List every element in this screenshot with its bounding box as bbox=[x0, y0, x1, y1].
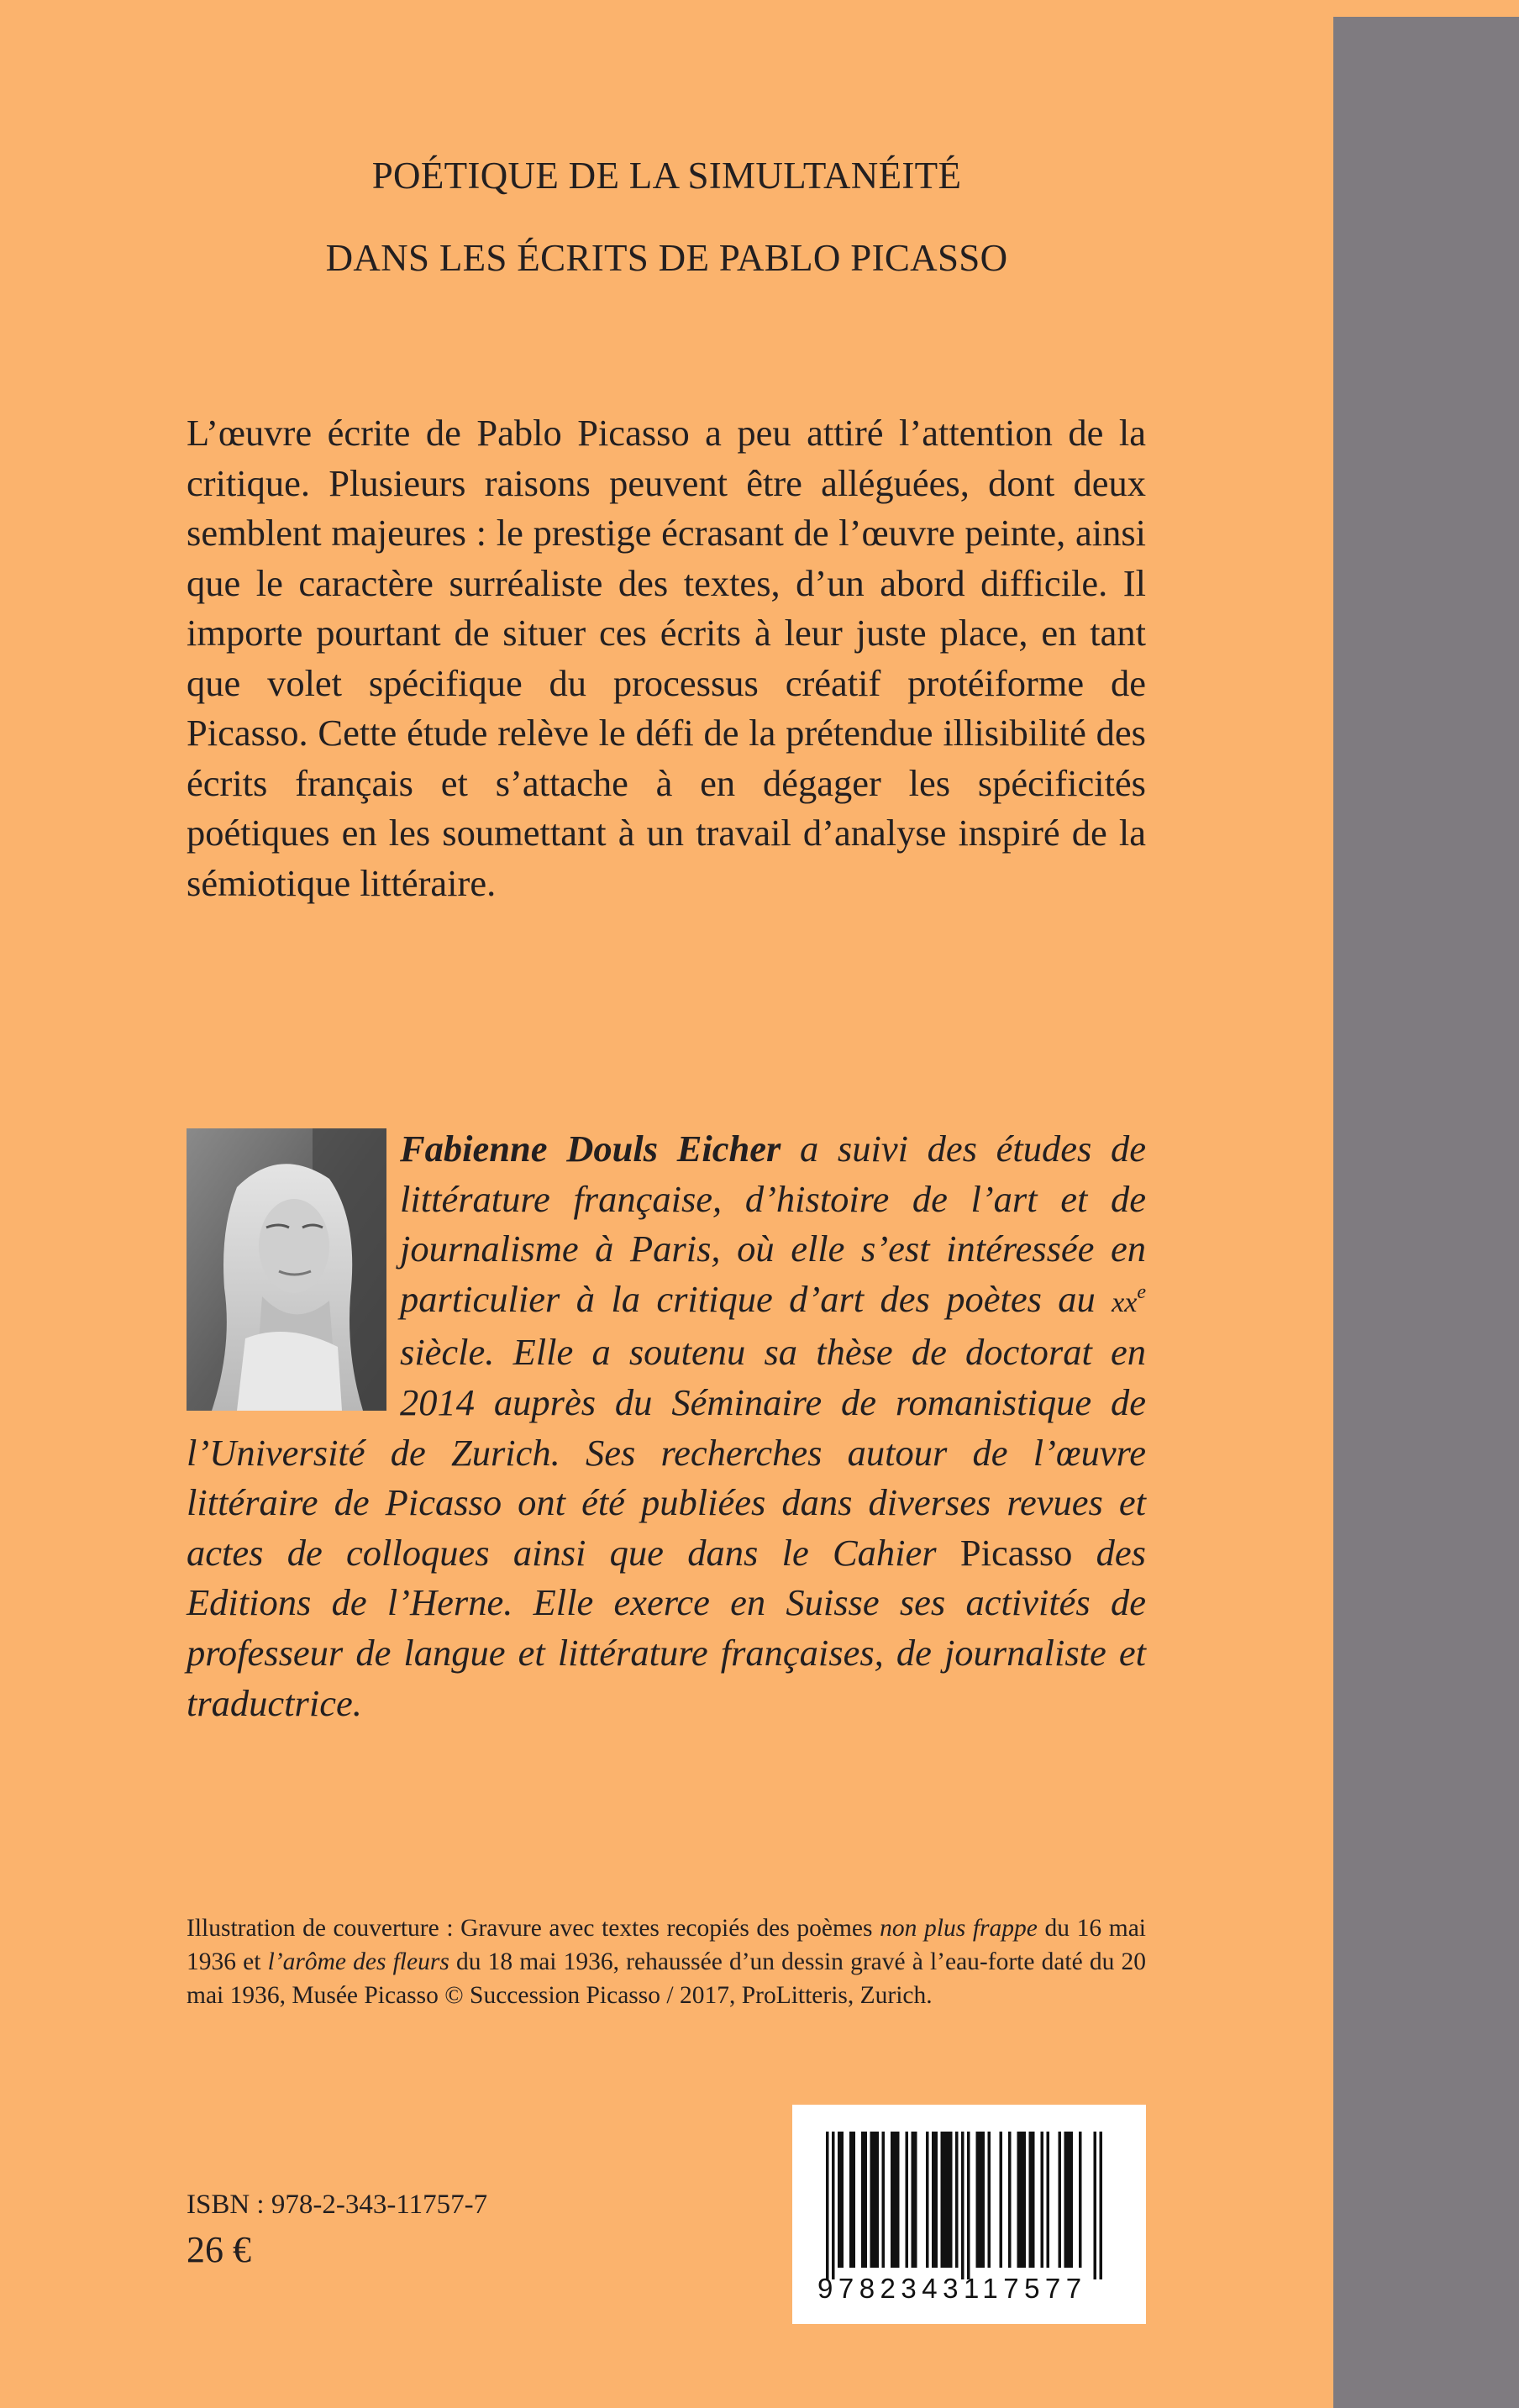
barcode-bar bbox=[1032, 2132, 1035, 2268]
bio-century-sup: e bbox=[1137, 1280, 1146, 1303]
barcode-bar bbox=[1000, 2132, 1003, 2268]
barcode-bar bbox=[1047, 2132, 1050, 2268]
credit-part-2: du 16 mai 1936 et bbox=[187, 1915, 1146, 1975]
barcode-bar bbox=[849, 2132, 853, 2268]
barcode-bar bbox=[873, 2132, 876, 2268]
barcode-bar bbox=[1008, 2132, 1012, 2268]
isbn-number: ISBN : 978-2-343-11757-7 bbox=[187, 2190, 488, 2220]
barcode-bar bbox=[882, 2132, 886, 2268]
barcode-bar bbox=[912, 2132, 915, 2268]
bio-text-3: des Editions de l’Herne. Elle exerce en Suisse ses activités de professeur de langue et littérature françaises, de journaliste et traductrice. bbox=[187, 1531, 1146, 1724]
barcode-bar bbox=[896, 2132, 900, 2268]
barcode-bar bbox=[1094, 2132, 1097, 2279]
barcode-bar bbox=[932, 2132, 935, 2268]
barcode-bar bbox=[870, 2132, 874, 2268]
barcode-bar bbox=[1017, 2132, 1021, 2268]
top-strip bbox=[0, 0, 1519, 17]
barcode-bar bbox=[832, 2132, 835, 2279]
barcode-bar bbox=[841, 2132, 844, 2268]
barcode-bar bbox=[961, 2132, 964, 2279]
barcode-bar bbox=[865, 2132, 868, 2268]
barcode-digits: 9782343117577 bbox=[817, 2273, 1087, 2304]
barcode-bar bbox=[1020, 2132, 1023, 2268]
barcode-bar bbox=[891, 2132, 894, 2268]
summary-paragraph: L’œuvre écrite de Pablo Picasso a peu attiré l’attention de la critique. Plusieurs raisons peuvent être alléguées, dont deux semblent majeures : le prestige écrasant de l’œuvre peinte, ainsi que le caractère surréaliste des textes, d’un abord difficile. Il importe pourtant de situer ces écrits à leur juste place, en tant que volet spécifique du processus créatif protéiforme de Picasso. Cette étude relève le défi de la prétendue illisibilité des écrits français et s’attache à en dégager les spécificités poétiques en les soumettant à un travail d’analyse inspiré de la sémiotique littéraire. bbox=[187, 412, 1146, 904]
barcode-bar bbox=[976, 2132, 980, 2268]
credit-part-3: du 18 mai 1936, rehaussée d’un dessin gravé à l’eau-forte daté du 20 mai 1936, Musée Picasso © Succession Picasso / 2017, ProLitteris, Zurich. bbox=[187, 1948, 1146, 2009]
barcode-bar bbox=[826, 2132, 829, 2279]
barcode-bar bbox=[926, 2132, 929, 2268]
barcode-bar bbox=[1079, 2132, 1082, 2268]
book-summary bbox=[187, 408, 1146, 908]
credit-poem-1: non plus frappe bbox=[880, 1915, 1038, 1942]
price: 26 € bbox=[187, 2229, 251, 2270]
barcode-bar bbox=[982, 2132, 986, 2268]
barcode-bar bbox=[1064, 2132, 1068, 2268]
barcode-bar bbox=[1029, 2132, 1033, 2268]
title-line-1: POÉTIQUE DE LA SIMULTANÉITÉ bbox=[371, 155, 962, 197]
photo-spacer bbox=[187, 1124, 400, 1424]
title-line-2: DANS LES ÉCRITS DE PABLO PICASSO bbox=[325, 237, 1008, 279]
barcode-bar bbox=[979, 2132, 982, 2268]
barcode-bar bbox=[838, 2132, 841, 2268]
credit-poem-2: l’arôme des fleurs bbox=[267, 1948, 449, 1975]
barcode-bar bbox=[914, 2132, 917, 2268]
spine-band bbox=[1333, 17, 1519, 2408]
barcode-bar bbox=[955, 2132, 959, 2268]
credit-part-1: Illustration de couverture : Gravure avec textes recopiés des poèmes bbox=[187, 1915, 880, 1942]
barcode-bar bbox=[894, 2132, 897, 2268]
barcode-bar bbox=[947, 2132, 950, 2268]
barcode-bar bbox=[1100, 2132, 1103, 2279]
barcode-bar bbox=[1067, 2132, 1070, 2268]
barcode-bar bbox=[941, 2132, 944, 2268]
barcode-bar bbox=[861, 2132, 865, 2268]
barcode-bar bbox=[853, 2132, 856, 2268]
barcode-bar bbox=[943, 2132, 947, 2268]
bio-roman-word: Picasso bbox=[959, 1531, 1073, 1574]
bio-text-2: siècle. Elle a soutenu sa thèse de doctorat en 2014 auprès du Séminaire de romanistique de l’Université de Zurich. Ses recherches autour de l’œuvre littéraire de Picasso ont été publiées dans diverses revues et actes de colloques ainsi que dans le Cahier bbox=[187, 1331, 1146, 1574]
barcode-bar bbox=[988, 2132, 991, 2268]
bio-text-1: a suivi des études de littérature française, d’histoire de l’art et de journalisme à Paris, où elle s’est intéressée en particulier à la critique d’art des poètes au bbox=[400, 1128, 1146, 1320]
author-name: Fabienne Douls Eicher bbox=[400, 1128, 781, 1170]
isbn-barcode bbox=[792, 2105, 1146, 2324]
cover-credit bbox=[187, 1911, 1146, 2012]
book-title bbox=[0, 134, 1333, 299]
barcode-bar bbox=[949, 2132, 953, 2268]
barcode-bar bbox=[1059, 2132, 1062, 2268]
bio-century: xx bbox=[1112, 1286, 1138, 1318]
barcode-bar bbox=[1023, 2132, 1027, 2268]
barcode-bar bbox=[876, 2132, 880, 2268]
barcode-bar bbox=[935, 2132, 938, 2268]
barcode-bar bbox=[1070, 2132, 1074, 2268]
author-biography bbox=[187, 1124, 1146, 1728]
barcode-bar bbox=[967, 2132, 970, 2279]
barcode-bar bbox=[1041, 2132, 1044, 2268]
barcode-bar bbox=[906, 2132, 909, 2268]
